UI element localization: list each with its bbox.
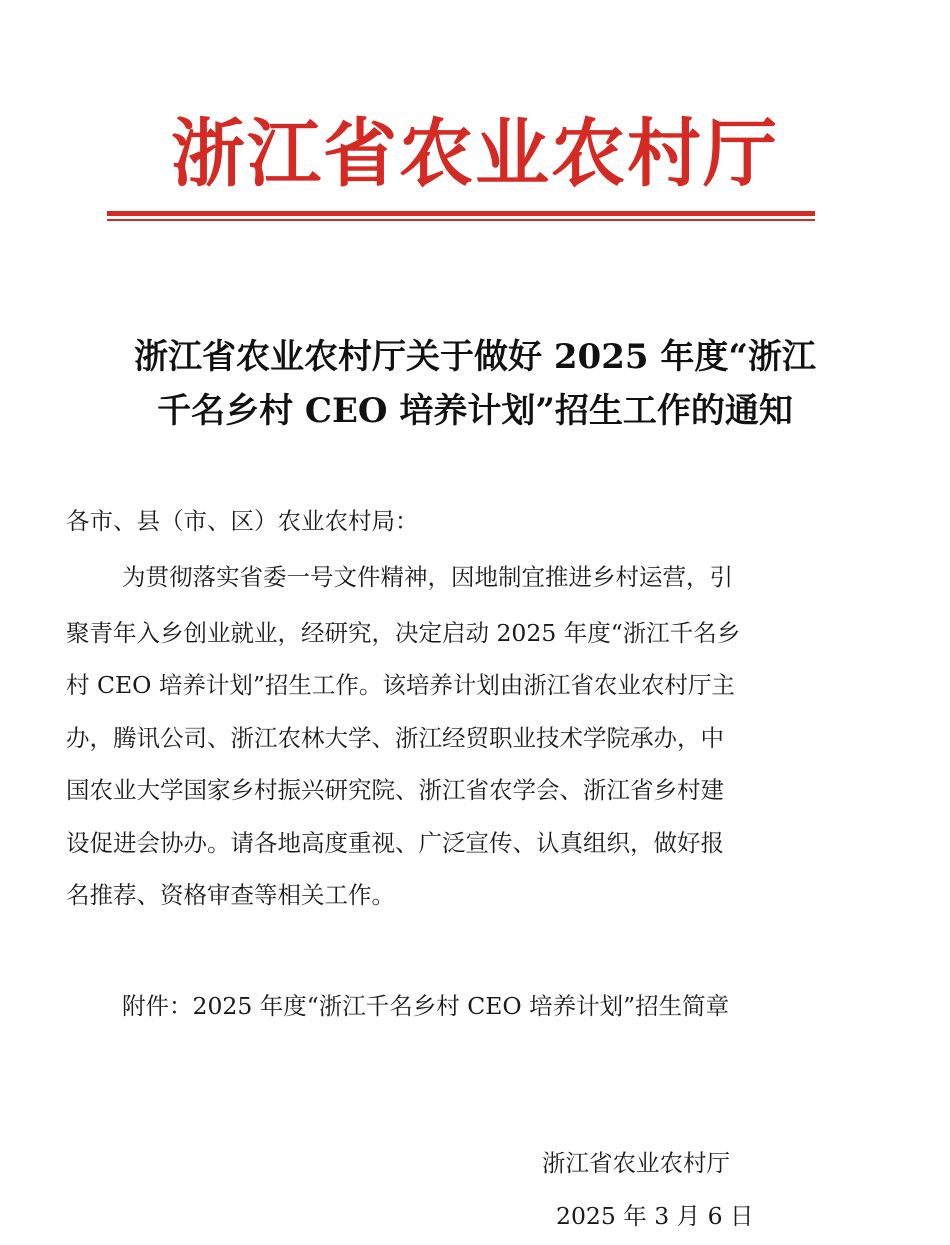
body-line: 为贯彻落实省委一号文件精神，因地制宜推进乡村运营，引	[122, 563, 733, 591]
salutation: 各市、县（市、区）农业农村局：	[66, 507, 419, 535]
body-line: 国农业大学国家乡村振兴研究院、浙江省农学会、浙江省乡村建	[66, 776, 724, 804]
body-line: 设促进会协办。请各地高度重视、广泛宣传、认真组织，做好报	[66, 829, 724, 857]
signature-issuer: 浙江省农业农村厅	[542, 1149, 730, 1177]
header-rule-thick	[107, 211, 815, 216]
signature-date: 2025 年 3 月 6 日	[556, 1202, 754, 1230]
body-line: 名推荐、资格审查等相关工作。	[66, 881, 395, 909]
header-rule-thin	[107, 219, 815, 221]
issuer-header: 浙江省农业农村厅	[171, 111, 779, 197]
body-line: 聚青年入乡创业就业，经研究，决定启动 2025 年度“浙江千名乡	[66, 619, 741, 647]
body-line: 村 CEO 培养计划”招生工作。该培养计划由浙江省农业农村厅主	[66, 671, 735, 699]
title-line-2: 千名乡村 CEO 培养计划”招生工作的通知	[157, 391, 793, 431]
title-line-1: 浙江省农业农村厅关于做好 2025 年度“浙江	[134, 337, 816, 377]
body-line: 办，腾讯公司、浙江农林大学、浙江经贸职业技术学院承办，中	[66, 724, 724, 752]
document-title	[40, 330, 910, 438]
attachment-note: 附件：2025 年度“浙江千名乡村 CEO 培养计划”招生简章	[122, 992, 730, 1020]
